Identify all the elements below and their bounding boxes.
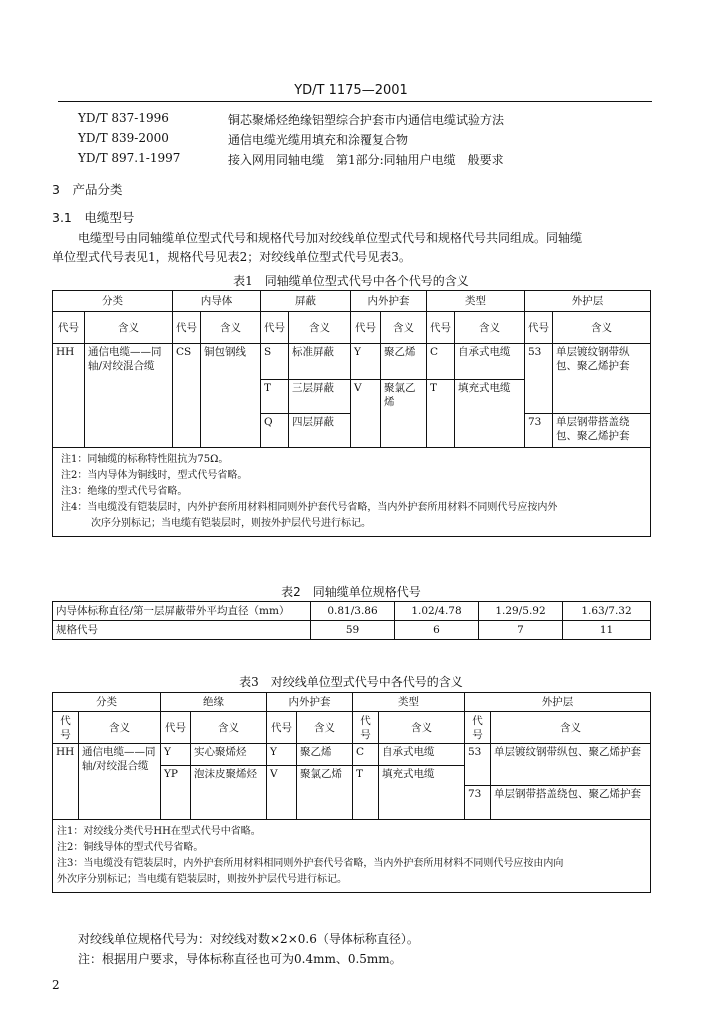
cell-code: T [353, 766, 379, 820]
cell-meaning: 聚氯乙烯 [381, 380, 427, 448]
note-line: 次序分别标记；当电缆有铠装层时，则按外护层代号进行标记。 [61, 518, 371, 529]
footnote-line: 注：根据用户要求，导体标称直径也可为0.4mm、0.5mm。 [78, 952, 402, 966]
table2-cell: 0.81/3.86 [311, 602, 395, 621]
reference-title: 铜芯聚烯烃绝缘铝塑综合护套市内通信电缆试验方法 [228, 113, 505, 127]
cell-code: C [427, 344, 455, 380]
table2-caption: 表2 同轴缆单位规格代号 [281, 585, 421, 599]
col-header-meaning: 含义 [379, 712, 465, 744]
cell-meaning: 单层钢带搭盖绕包、聚乙烯护套 [491, 786, 651, 820]
cell-code: Y [267, 744, 297, 766]
cell-meaning: 聚乙烯 [297, 744, 353, 766]
table2-row-label: 内导体标称直径/第一层屏蔽带外平均直径（mm） [53, 602, 311, 621]
cell-meaning: 实心聚烯烃 [191, 744, 267, 766]
col-header-code: 代号 [53, 312, 85, 344]
cell-meaning: 通信电缆——同轴/对绞混合缆 [79, 744, 161, 820]
col-header-meaning: 含义 [85, 312, 173, 344]
cell-code: C [353, 744, 379, 766]
group-header: 类型 [353, 693, 465, 712]
cell-meaning: 自承式电缆 [379, 744, 465, 766]
cell-code: Y [351, 344, 381, 380]
table2-cell: 1.02/4.78 [395, 602, 479, 621]
note-line: 注2：铜线导体的型式代号省略。 [57, 842, 204, 853]
col-header-code: 代号 [353, 712, 379, 744]
cell-meaning: 单层镀纹钢带纵包、聚乙烯护套 [553, 344, 651, 414]
table2-cell: 7 [479, 621, 563, 640]
cell-code: T [261, 380, 289, 414]
col-header-meaning: 含义 [491, 712, 651, 744]
col-header-meaning: 含义 [201, 312, 261, 344]
table2-cell: 1.29/5.92 [479, 602, 563, 621]
table1-caption: 表1 同轴缆单位型式代号中各个代号的含义 [233, 274, 469, 288]
col-header-code: 代号 [173, 312, 201, 344]
cell-code: HH [53, 744, 79, 820]
col-header-code: 代号 [53, 712, 79, 744]
note-line: 注1：同轴缆的标称特性阻抗为75Ω。 [61, 454, 229, 465]
table3 [52, 692, 651, 893]
cell-code: HH [53, 344, 85, 448]
cell-code: S [261, 344, 289, 380]
col-header-code: 代号 [525, 312, 553, 344]
section-heading-3-1: 3.1 电缆型号 [52, 210, 135, 225]
cell-meaning: 泡沫皮聚烯烃 [191, 766, 267, 820]
col-header-code: 代号 [427, 312, 455, 344]
group-header: 分类 [53, 291, 173, 312]
cell-code: Q [261, 414, 289, 448]
col-header-meaning: 含义 [455, 312, 525, 344]
reference-code: YD/T 897.1-1997 [78, 151, 181, 165]
group-header: 绝缘 [161, 693, 267, 712]
note-line: 注2：当内导体为铜线时，型式代号省略。 [61, 470, 248, 481]
note-line: 注1：对绞线分类代号HH在型式代号中省略。 [57, 826, 261, 837]
group-header: 内外护套 [267, 693, 353, 712]
cell-code: V [267, 766, 297, 820]
table2-cell: 6 [395, 621, 479, 640]
table2-cell: 1.63/7.32 [563, 602, 651, 621]
cell-code: 53 [465, 744, 491, 786]
header-rule [58, 101, 652, 102]
col-header-code: 代号 [465, 712, 491, 744]
table1-notes [53, 448, 651, 537]
group-header: 外护层 [465, 693, 651, 712]
reference-code: YD/T 839-2000 [78, 131, 169, 145]
note-line: 注4：当电缆没有铠装层时，内外护套所用材料相同则外护套代号省略，当内外护套所用材料不同则代号应按内外 [61, 502, 558, 513]
cell-code: YP [161, 766, 191, 820]
table2 [52, 601, 651, 640]
cell-meaning: 单层钢带搭盖绕包、聚乙烯护套 [553, 414, 651, 448]
col-header-code: 代号 [267, 712, 297, 744]
section-heading-3: 3 产品分类 [52, 182, 123, 197]
cell-code: Y [161, 744, 191, 766]
group-header: 内导体 [173, 291, 261, 312]
group-header: 类型 [427, 291, 525, 312]
cell-meaning: 通信电缆——同轴/对绞混合缆 [85, 344, 173, 448]
paragraph-line: 单位型式代号表见1，规格代号见表2；对绞线单位型式代号见表3。 [52, 250, 411, 264]
table2-row-label: 规格代号 [53, 621, 311, 640]
table2-cell: 11 [563, 621, 651, 640]
cell-meaning: 聚氯乙烯 [297, 766, 353, 820]
note-line: 注3：当电缆没有铠装层时，内外护套所用材料相同则外护套代号省略，当内外护套所用材料不同则代号应按由内向 [57, 858, 564, 869]
group-header: 分类 [53, 693, 161, 712]
table1 [52, 290, 651, 537]
col-header-meaning: 含义 [289, 312, 351, 344]
cell-code: 53 [525, 344, 553, 414]
note-line: 注3：绝缘的型式代号省略。 [61, 486, 188, 497]
cell-meaning: 填充式电缆 [455, 380, 525, 448]
col-header-meaning: 含义 [79, 712, 161, 744]
cell-code: V [351, 380, 381, 448]
cell-code: CS [173, 344, 201, 448]
col-header-meaning: 含义 [297, 712, 353, 744]
cell-meaning: 四层屏蔽 [289, 414, 351, 448]
col-header-code: 代号 [351, 312, 381, 344]
table3-notes [53, 820, 651, 893]
cell-meaning: 填充式电缆 [379, 766, 465, 820]
col-header-code: 代号 [161, 712, 191, 744]
cell-meaning: 单层镀纹钢带纵包、聚乙烯护套 [491, 744, 651, 786]
col-header-meaning: 含义 [191, 712, 267, 744]
cell-meaning: 聚乙烯 [381, 344, 427, 380]
cell-meaning: 三层屏蔽 [289, 380, 351, 414]
col-header-code: 代号 [261, 312, 289, 344]
note-line: 外次序分别标记；当电缆有铠装层时，则按外护层代号进行标记。 [57, 874, 347, 885]
cell-meaning: 标准屏蔽 [289, 344, 351, 380]
paragraph-line: 电缆型号由同轴缆单位型式代号和规格代号加对绞线单位型式代号和规格代号共同组成。同轴缆 [78, 231, 583, 245]
group-header: 内外护套 [351, 291, 427, 312]
page-number: 2 [52, 978, 60, 992]
table3-caption: 表3 对绞线单位型式代号中各代号的含义 [239, 675, 463, 689]
cell-code: T [427, 380, 455, 448]
cell-meaning: 铜包钢线 [201, 344, 261, 448]
document-header-code: YD/T 1175—2001 [294, 83, 408, 98]
spec-line: 对绞线单位规格代号为：对绞线对数×2×0.6（导体标称直径）。 [78, 932, 419, 946]
group-header: 屏蔽 [261, 291, 351, 312]
cell-code: 73 [465, 786, 491, 820]
reference-title: 通信电缆光缆用填充和涂覆复合物 [228, 133, 409, 147]
col-header-meaning: 含义 [381, 312, 427, 344]
group-header: 外护层 [525, 291, 651, 312]
cell-meaning: 自承式电缆 [455, 344, 525, 380]
reference-title: 接入网用同轴电缆 第1部分:同轴用户电缆 般要求 [228, 153, 504, 167]
cell-code: 73 [525, 414, 553, 448]
col-header-meaning: 含义 [553, 312, 651, 344]
table2-cell: 59 [311, 621, 395, 640]
reference-code: YD/T 837-1996 [78, 111, 169, 125]
